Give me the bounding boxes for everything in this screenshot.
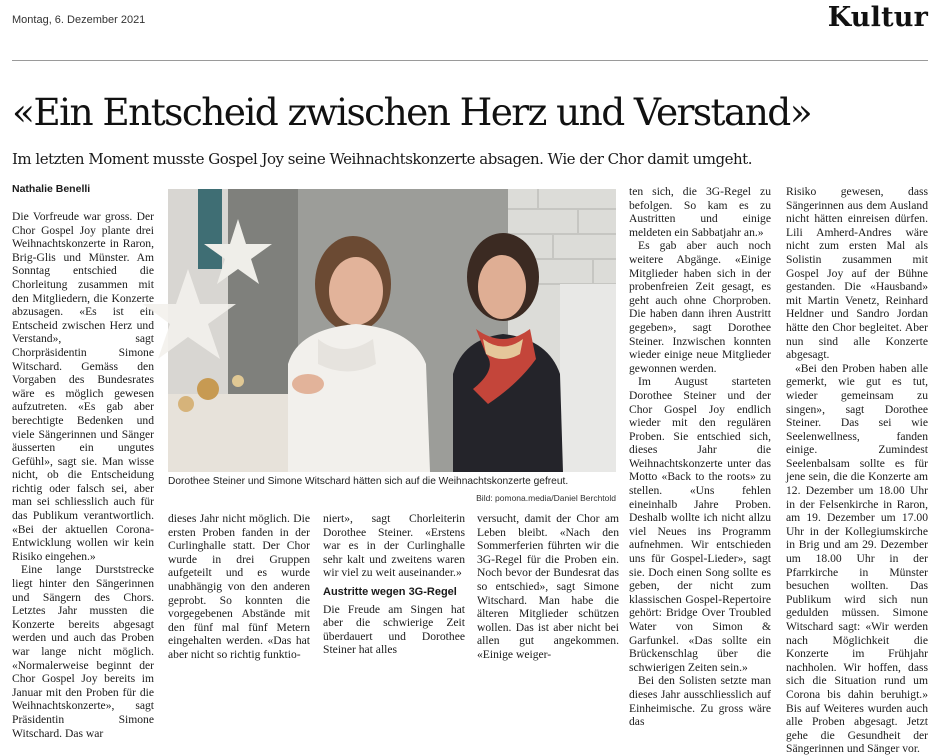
paragraph: Die Freude am Singen hat aber die schwierige Zeit überdauert und Dorothee Steiner hat alles xyxy=(323,602,465,657)
article-column-1 xyxy=(12,210,154,740)
paragraph: «Bei den Proben haben alle gemerkt, wie gut es tut, wieder gemeinsam zu singen», sagt Dorothee Steiner. Das sei wie Seelenwellness, fanden einige. Zumindest Seelenbalsam sollte es für jene sein, die die Konzerte am 12. Dezember um 18.00 Uhr in der Felsenkirche in Raron, am 19. Dezember um 17.00 Uhr in der Kollegiumskirche in Brig und am 29. Dezember um 18.00 Uhr in der Pfarrkirche in Münster besuchen wollten. Das Publikum wird sich nun gedulden müssen. Simone Witschard sagt: «Wir werden nach Möglichkeit die Konzerte im Frühjahr nachholen. Wir hoffen, dass sich die Situation rund um Corona bis dahin beruhigt.» Bis auf Weiteres wurden auch alle Proben abgesagt. Jetzt gehe die Gesundheit der Sängerinnen und Sänger vor. xyxy=(786,361,928,756)
issue-date: Montag, 6. Dezember 2021 xyxy=(12,14,146,26)
photo-credit: Bild: pomona.media/Daniel Berchtold xyxy=(476,493,616,503)
paragraph: ten sich, die 3G-Regel zu befolgen. So kam es zu Austritten und einige meldeten ein Sabbatjahr an.» xyxy=(629,185,771,239)
paragraph: Im August starteten Dorothee Steiner und der Chor Gospel Joy endlich wieder mit den regulären Proben. Sie entschied sich, dieses Jahr die Weihnachtskonzerte unter das Motto «Back to the roots» zu stellen. «Uns fehlen eineinhalb Jahre Proben. Deshalb wollte ich nicht allzu viel Neues ins Programm aufnehmen. Wir entschieden uns für Gospel-Lieder», sagt sie. Doch einen Song sollte es geben, der nicht zum klassischen Gospel-Repertoire gehört: Bridge Over Troubled Water von Simon & Garfunkel. «Das sollte ein Brückenschlag über die schwierigen Zeiten sein.» xyxy=(629,375,771,674)
article-column-5 xyxy=(629,185,771,729)
paragraph: Die Vorfreude war gross. Der Chor Gospel Joy plante drei Weihnachtskonzerte in Raron, Brig-Glis und Münster. Am Sonntag entschied die Chorleitung zusammen mit den Mitgliedern, die Konzerte abzusagen. «Es ist ein Entscheid zwischen Herz und Verstand», sagt Chorpräsidentin Simone Witschard. Gemäss den Vorgaben des Bundesrates wäre es möglich gewesen aufzutreten. «Es gab aber berechtigte Bedenken und viele Sängerinnen und Sänger äusserten ein ungutes Gefühl», sagt sie. Man wisse nicht, ob die Entscheidung richtig oder falsch sei, aber man sei schliesslich auch für das Publikum verantwortlich. «Bei der aktuellen Corona-Entwicklung wollen wir kein Risiko eingehen.» xyxy=(12,210,154,563)
photo-caption: Dorothee Steiner und Simone Witschard hätten sich auf die Weihnachtskonzerte gefreut. xyxy=(168,476,569,487)
article-column-3 xyxy=(323,512,465,657)
paragraph: versucht, damit der Chor am Leben bleibt. «Nach den Sommerferien führten wir die 3G-Regel für die Proben ein. Noch bevor der Bundesrat das so entschied», sagt Simone Witschard. Man habe die älteren Mitglieder schützen wollen. Das ist aber nicht bei allen gut angekommen. «Einige weiger- xyxy=(477,512,619,661)
paragraph: Eine lange Durststrecke liegt hinter den Sängerinnen und Sängern des Chors. Letztes Jahr mussten die Konzerte bereits abgesagt werden und auch das Proben war lange nicht möglich. «Normalerweise beginnt der Chor Gospel Joy bereits im Januar mit den Proben für die Weihnachtskonzerte», sagt Präsidentin Simone Witschard. Das war xyxy=(12,563,154,740)
paragraph: Es gab aber auch noch weitere Abgänge. «Einige Mitglieder haben sich in der probenfreien Zeit gesagt, es geht auch ohne Chorproben. Die haben dann ihren Austritt gegeben», sagt Dorothee Steiner. Inzwischen konnten wieder einige neue Mitglieder gewonnen werden. xyxy=(629,239,771,375)
article-headline: «Ein Entscheid zwischen Herz und Verstand» xyxy=(12,90,812,134)
article-lead: Im letzten Moment musste Gospel Joy seine Weihnachtskonzerte absagen. Wie der Chor damit umgeht. xyxy=(12,150,752,168)
section-title: Kultur xyxy=(827,2,928,33)
paragraph: Risiko gewesen, dass Sängerinnen aus dem Ausland nicht hätten einreisen dürfen. Lili Amherd-Andres wäre nicht zum ersten Mal als Solistin zusammen mit Gospel Joy auf der Bühne gestanden. Die «Hausband» mit Martin Venetz, Reinhard Heldner und Sandro Jordan hätte den Chor begleitet. Aber nun sind alle Konzerte abgesagt. xyxy=(786,185,928,362)
photo-illustration xyxy=(168,189,616,472)
paragraph: niert», sagt Chorleiterin Dorothee Steiner. «Erstens war es in der Curlinghalle sehr kalt und zweitens waren wir viel zu weit auseinander.» xyxy=(323,512,465,580)
article-photo xyxy=(168,189,616,472)
header-divider xyxy=(12,60,928,61)
paragraph: Bei den Solisten setzte man dieses Jahr ausschliesslich auf Einheimische. Zu gross wäre das xyxy=(629,674,771,729)
article-column-4 xyxy=(477,512,619,661)
article-column-6 xyxy=(786,185,928,756)
paragraph: dieses Jahr nicht möglich. Die ersten Proben fanden in der Curlinghalle statt. Der Chor wurde in drei Gruppen aufgeteilt und es wurde unabhängig von den anderen geprobt. So konnten die vorgegebenen Abstände mit den fünf mal fünf Metern eingehalten werden. «Das hat aber nicht so richtig funktio- xyxy=(168,512,310,661)
subheading: Austritte wegen 3G-Regel xyxy=(323,585,457,598)
author-byline: Nathalie Benelli xyxy=(12,183,91,195)
article-column-2 xyxy=(168,512,310,661)
